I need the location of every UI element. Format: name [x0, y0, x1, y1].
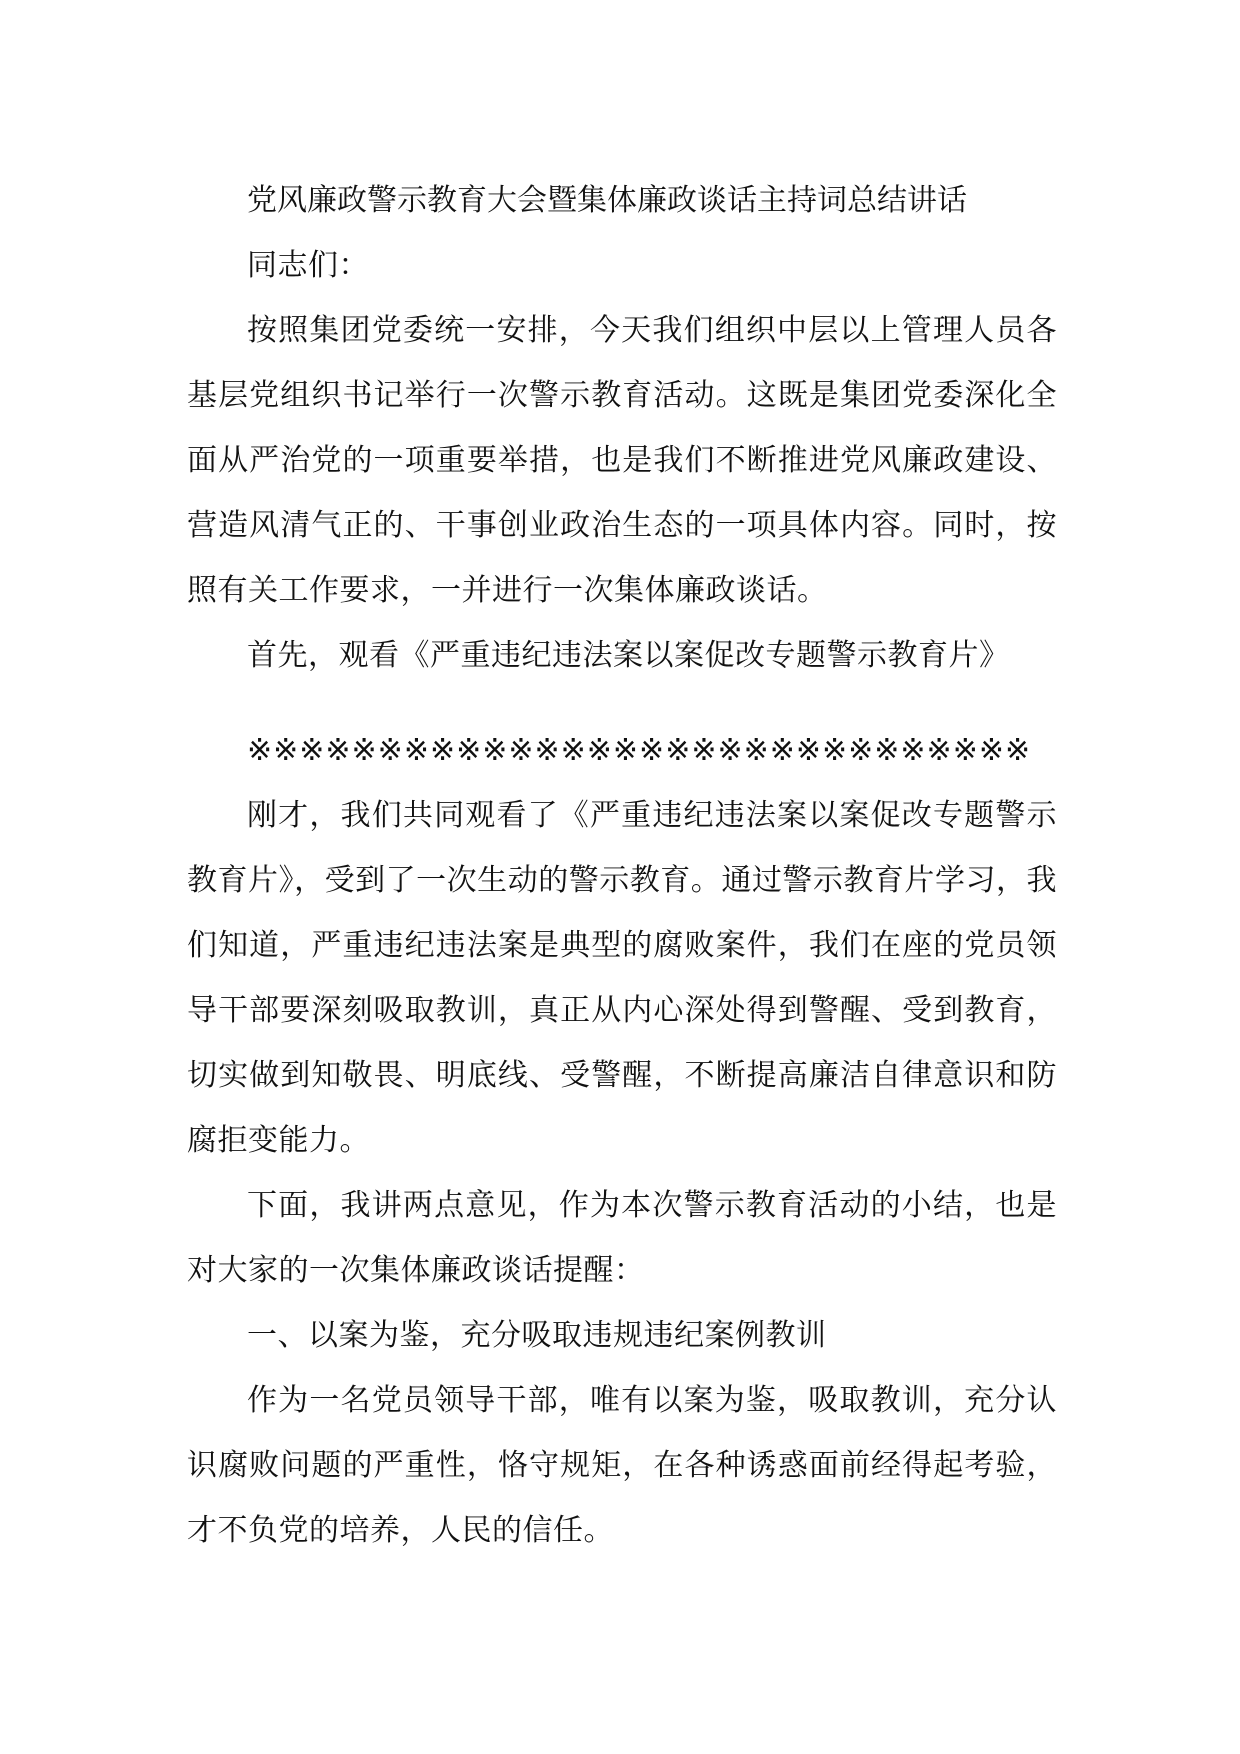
- document-body: [187, 168, 1057, 1563]
- paragraph: 刚才，我们共同观看了《严重违纪违法案以案促改专题警示教育片》，受到了一次生动的警示教育。通过警示教育片学习，我们知道，严重违纪违法案是典型的腐败案件，我们在座的党员领导干部要深刻吸取教训，真正从内心深处得到警醒、受到教育，切实做到知敬畏、明底线、受警醒，不断提高廉洁自律意识和防腐拒变能力。: [187, 798, 1057, 1158]
- section-divider: ※※※※※※※※※※※※※※※※※※※※※※※※※※※※※※: [247, 733, 1032, 768]
- document-title: 党风廉政警示教育大会暨集体廉政谈话主持词总结讲话: [247, 183, 967, 218]
- paragraph: 作为一名党员领导干部，唯有以案为鉴，吸取教训，充分认识腐败问题的严重性，恪守规矩，在各种诱惑面前经得起考验，才不负党的培养，人民的信任。: [187, 1383, 1057, 1548]
- paragraph: 下面，我讲两点意见，作为本次警示教育活动的小结，也是对大家的一次集体廉政谈话提醒：: [187, 1188, 1057, 1288]
- section-heading: 一、以案为鉴，充分吸取违规违纪案例教训: [247, 1318, 827, 1353]
- salutation: 同志们：: [247, 248, 369, 283]
- paragraph: 首先，观看《严重违纪违法案以案促改专题警示教育片》: [247, 638, 1010, 673]
- paragraph: 按照集团党委统一安排，今天我们组织中层以上管理人员各基层党组织书记举行一次警示教育活动。这既是集团党委深化全面从严治党的一项重要举措，也是我们不断推进党风廉政建设、营造风清气正的、干事创业政治生态的一项具体内容。同时，按照有关工作要求，一并进行一次集体廉政谈话。: [187, 313, 1057, 608]
